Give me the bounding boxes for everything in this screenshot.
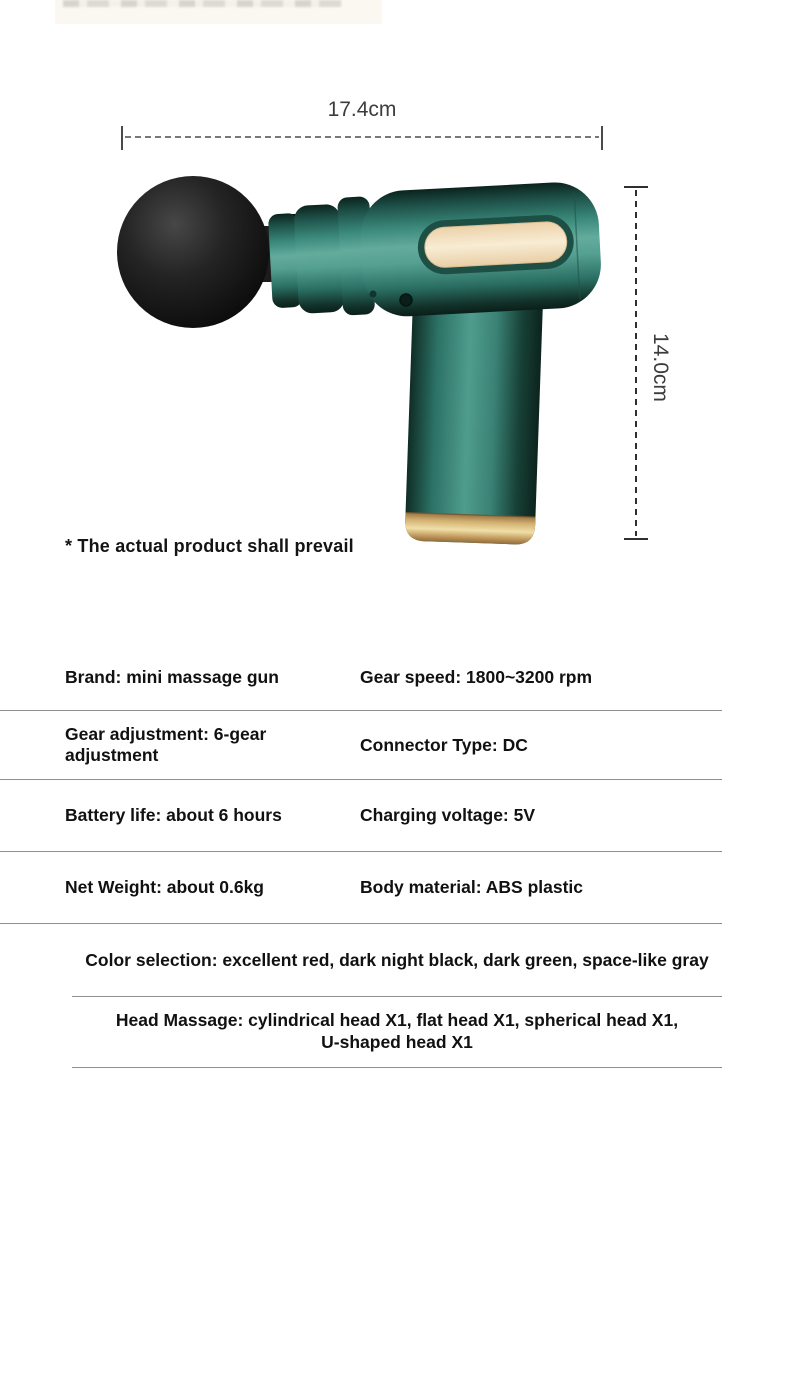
product-figure [0,0,790,600]
spec-charging-voltage: Charging voltage: 5V [360,805,536,825]
gun-port-dot [400,294,412,306]
spec-row-gear-connector [0,711,722,780]
spec-brand: Brand: mini massage gun [65,667,279,687]
spec-battery-life: Battery life: about 6 hours [65,805,282,825]
spec-head-massage: Head Massage: cylindrical head X1, flat head X1, spherical head X1, U-shaped head X1 [115,1010,679,1052]
spec-row-weight-material [0,852,722,924]
spec-row-color-selection [72,924,722,997]
spec-row-battery-voltage [0,780,722,852]
gun-body [267,180,603,323]
spec-row-brand-speed [0,645,722,711]
dimension-line-width [122,126,602,150]
width-dimension-label: 17.4cm [327,98,397,121]
spec-row-head-massage [72,997,722,1068]
disclaimer-text: * The actual product shall prevail [65,536,354,556]
height-dimension-label: 14.0cm [649,332,672,402]
gun-cream-panel [424,221,568,268]
spec-gear-adjustment: Gear adjustment: 6-gear adjustment [65,724,267,765]
gun-gold-base [405,513,536,546]
spec-net-weight: Net Weight: about 0.6kg [65,877,264,897]
gun-ball-head [117,176,269,328]
spec-table [0,645,790,1068]
spec-connector-type: Connector Type: DC [360,734,528,755]
dimension-line-height [624,187,648,539]
gun-handle [405,288,544,545]
gun-port-dot-small [370,291,377,298]
spec-body-material: Body material: ABS plastic [360,877,584,897]
spec-color-selection: Color selection: excellent red, dark night black, dark green, space-like gray [85,949,709,970]
spec-gear-speed: Gear speed: 1800~3200 rpm [360,667,593,687]
